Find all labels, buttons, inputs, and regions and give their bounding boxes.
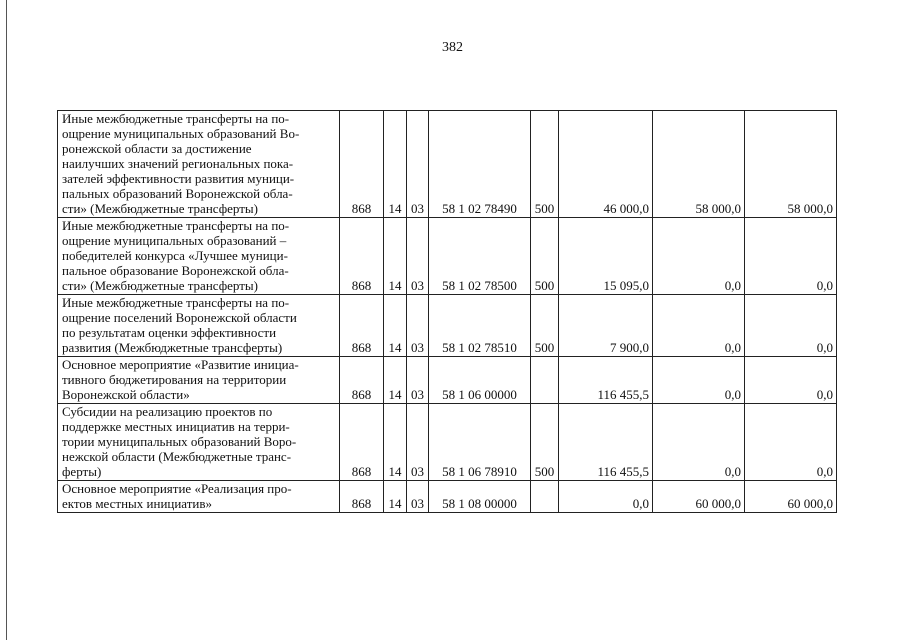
cell-name-line: тивного бюджетирования на территории <box>62 372 287 387</box>
cell-grbs: 868 <box>340 111 384 218</box>
cell-section: 14 <box>384 111 407 218</box>
cell-name-line: ощрение муниципальных образований – <box>62 233 287 248</box>
budget-table <box>57 110 837 513</box>
cell-subsection: 03 <box>407 111 429 218</box>
table-row <box>58 481 837 513</box>
cell-name-line: сти» (Межбюджетные трансферты) <box>62 201 258 216</box>
cell-subsection: 03 <box>407 295 429 357</box>
cell-target-article: 58 1 06 78910 <box>429 404 531 481</box>
cell-target-article: 58 1 08 00000 <box>429 481 531 513</box>
page-left-edge <box>6 0 7 640</box>
cell-name-line: по результатам оценки эффективности <box>62 325 277 340</box>
cell-name-line: ектов местных инициатив» <box>62 496 213 511</box>
cell-expense-type <box>531 357 559 404</box>
cell-expense-type: 500 <box>531 218 559 295</box>
cell-name-line: поддержке местных инициатив на терри- <box>62 419 290 434</box>
cell-name-line: ронежской области за достижение <box>62 141 252 156</box>
cell-subsection: 03 <box>407 481 429 513</box>
cell-name-line: Иные межбюджетные трансферты на по- <box>62 111 290 126</box>
cell-amount-year1: 116 455,5 <box>559 404 653 481</box>
cell-section: 14 <box>384 218 407 295</box>
cell-amount-year3: 0,0 <box>745 295 837 357</box>
cell-section: 14 <box>384 404 407 481</box>
cell-amount-year2: 60 000,0 <box>653 481 745 513</box>
cell-grbs: 868 <box>340 295 384 357</box>
cell-name-line: Иные межбюджетные трансферты на по- <box>62 295 290 310</box>
cell-amount-year2: 0,0 <box>653 295 745 357</box>
cell-name <box>58 481 340 513</box>
cell-name-line: Основное мероприятие «Развитие инициа- <box>62 357 299 372</box>
cell-expense-type <box>531 481 559 513</box>
cell-amount-year3: 0,0 <box>745 218 837 295</box>
cell-name-line: победителей конкурса «Лучшее муници- <box>62 248 288 263</box>
cell-section: 14 <box>384 357 407 404</box>
cell-name-line: Субсидии на реализацию проектов по <box>62 404 273 419</box>
cell-amount-year2: 0,0 <box>653 357 745 404</box>
cell-target-article: 58 1 02 78510 <box>429 295 531 357</box>
cell-name-line: пальное образование Воронежской обла- <box>62 263 289 278</box>
cell-name-line: сти» (Межбюджетные трансферты) <box>62 278 258 293</box>
cell-name-line: наилучших значений региональных пока- <box>62 156 294 171</box>
cell-expense-type: 500 <box>531 295 559 357</box>
table-row <box>58 357 837 404</box>
cell-amount-year2: 0,0 <box>653 218 745 295</box>
cell-amount-year3: 58 000,0 <box>745 111 837 218</box>
cell-amount-year3: 0,0 <box>745 404 837 481</box>
cell-section: 14 <box>384 295 407 357</box>
cell-name <box>58 357 340 404</box>
cell-subsection: 03 <box>407 357 429 404</box>
table-row <box>58 295 837 357</box>
cell-name-line: ощрение муниципальных образований Во- <box>62 126 300 141</box>
cell-subsection: 03 <box>407 404 429 481</box>
cell-expense-type: 500 <box>531 404 559 481</box>
table-body <box>58 111 837 513</box>
cell-name-line: Основное мероприятие «Реализация про- <box>62 481 292 496</box>
cell-grbs: 868 <box>340 404 384 481</box>
cell-target-article: 58 1 02 78500 <box>429 218 531 295</box>
cell-name <box>58 218 340 295</box>
cell-subsection: 03 <box>407 218 429 295</box>
cell-name-line: ферты) <box>62 464 102 479</box>
cell-amount-year1: 46 000,0 <box>559 111 653 218</box>
table-row <box>58 111 837 218</box>
table-row <box>58 404 837 481</box>
cell-name-line: Иные межбюджетные трансферты на по- <box>62 218 290 233</box>
cell-grbs: 868 <box>340 218 384 295</box>
cell-name <box>58 111 340 218</box>
cell-expense-type: 500 <box>531 111 559 218</box>
cell-grbs: 868 <box>340 357 384 404</box>
cell-amount-year3: 0,0 <box>745 357 837 404</box>
cell-amount-year2: 0,0 <box>653 404 745 481</box>
page-number: 382 <box>442 40 463 55</box>
cell-name-line: развития (Межбюджетные трансферты) <box>62 340 283 355</box>
cell-target-article: 58 1 02 78490 <box>429 111 531 218</box>
cell-name-line: ощрение поселений Воронежской области <box>62 310 297 325</box>
cell-target-article: 58 1 06 00000 <box>429 357 531 404</box>
cell-name-line: Воронежской области» <box>62 387 190 402</box>
cell-section: 14 <box>384 481 407 513</box>
cell-amount-year1: 7 900,0 <box>559 295 653 357</box>
cell-name <box>58 295 340 357</box>
cell-name-line: тории муниципальных образований Воро- <box>62 434 297 449</box>
cell-amount-year3: 60 000,0 <box>745 481 837 513</box>
cell-name-line: нежской области (Межбюджетные транс- <box>62 449 292 464</box>
cell-amount-year1: 0,0 <box>559 481 653 513</box>
cell-amount-year1: 15 095,0 <box>559 218 653 295</box>
cell-grbs: 868 <box>340 481 384 513</box>
cell-name-line: зателей эффективности развития муници- <box>62 171 295 186</box>
cell-name <box>58 404 340 481</box>
cell-amount-year1: 116 455,5 <box>559 357 653 404</box>
cell-name-line: пальных образований Воронежской обла- <box>62 186 293 201</box>
cell-amount-year2: 58 000,0 <box>653 111 745 218</box>
table-row <box>58 218 837 295</box>
